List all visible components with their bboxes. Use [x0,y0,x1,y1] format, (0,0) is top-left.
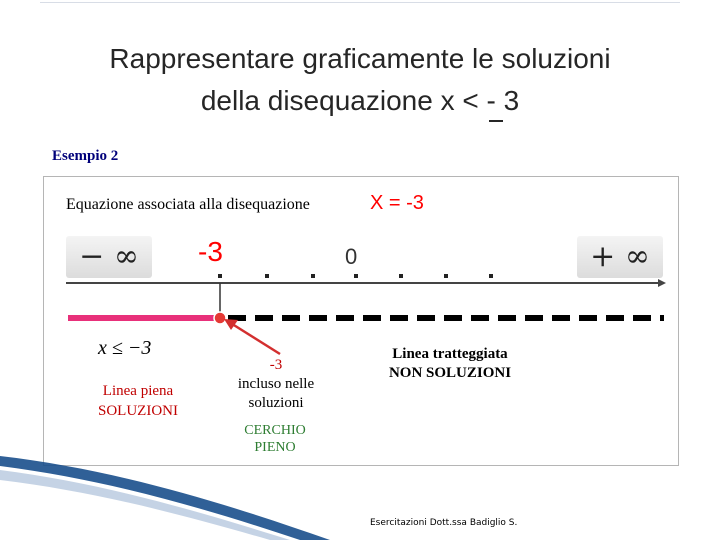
axis-tick [265,274,269,278]
filled-circle-note-line-2: PIENO [254,440,296,455]
endpoint-pointer-arrow [229,322,280,354]
dashed-line-legend [370,345,530,383]
axis-tick [489,274,493,278]
axis-tick [444,274,448,278]
slide-title-line-2: della disequazione x < - 3 [200,85,520,116]
solid-line-meaning: SOLUZIONI [98,403,178,419]
decorative-blue-swoosh [0,456,330,540]
origin-label: 0 [345,244,358,269]
slide-title-line-1: Rappresentare graficamente le soluzioni [109,43,611,74]
axis-ticks [218,274,493,278]
axis-arrowhead [658,279,666,287]
filled-endpoint-circle [214,312,226,324]
solid-line-legend [82,381,194,421]
positive-infinity-symbol: + ∞ [590,239,650,274]
axis-tick [354,274,358,278]
example-label: Esempio 2 [52,148,119,164]
axis-tick [218,274,222,278]
dashed-line-type: Linea tratteggiata [392,346,508,362]
inequality-expression: x ≤ −3 [98,337,152,359]
point-minus-three-label: -3 [198,236,223,267]
dashed-line-meaning: NON SOLUZIONI [388,365,512,381]
endpoint-value: -3 [269,357,283,373]
endpoint-inclusion-note [224,356,328,413]
filled-circle-note-line-1: CERCHIO [244,423,306,438]
filled-circle-note [228,422,322,456]
endpoint-text-line-2: soluzioni [248,395,304,411]
endpoint-pointer-arrowhead [224,319,238,330]
axis-tick [311,274,315,278]
axis-tick [399,274,403,278]
associated-equation-value: X = -3 [370,192,424,214]
footer-credit: Esercitazioni Dott.ssa Badiglio S. [370,518,518,528]
endpoint-text-line-1: incluso nelle [237,376,315,392]
decorative-light-swoosh [0,470,290,540]
negative-infinity-symbol: − ∞ [79,239,139,274]
associated-equation-label: Equazione associata alla disequazione [66,196,310,213]
solid-line-type: Linea piena [102,383,174,399]
